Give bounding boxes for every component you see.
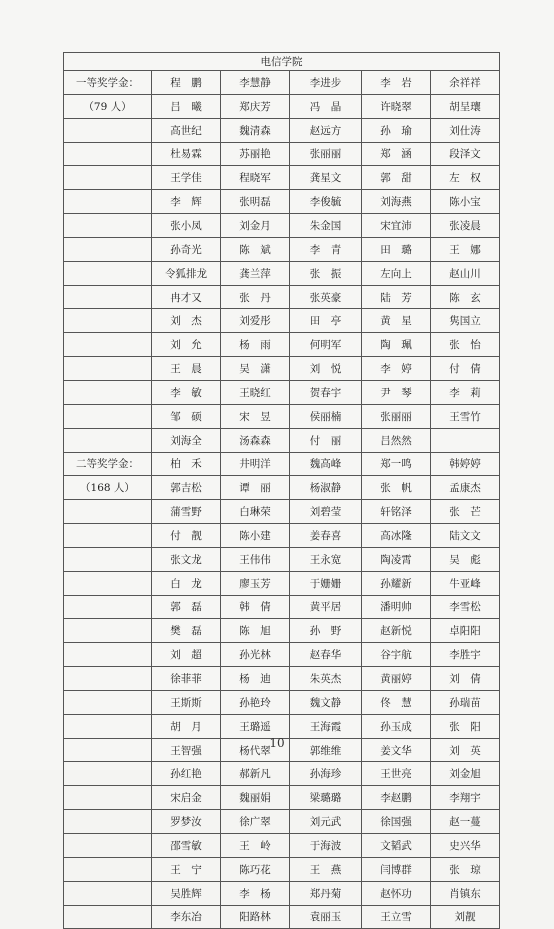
student-name-cell: 邹 硕: [152, 404, 221, 428]
table-row: [64, 524, 500, 548]
student-name-cell: 于姗姗: [290, 571, 362, 595]
student-name-cell: 李进步: [290, 71, 362, 95]
student-name-cell: 谷宇航: [362, 643, 431, 667]
student-name-cell: 张 帆: [362, 476, 431, 500]
student-name-cell: 程晓军: [221, 166, 290, 190]
award-category-cell: [64, 857, 152, 881]
student-name-cell: 王晓红: [221, 380, 290, 404]
student-name-cell: 李翔宇: [431, 786, 500, 810]
table-row: [64, 309, 500, 333]
student-name-cell: 孙耀新: [362, 571, 431, 595]
student-name-cell: 梁璐璐: [290, 786, 362, 810]
award-category-cell: [64, 571, 152, 595]
student-name-cell: 尹 琴: [362, 380, 431, 404]
student-name-cell: 杨淑静: [290, 476, 362, 500]
scholarship-table: [63, 52, 500, 929]
student-name-cell: 郭维维: [290, 738, 362, 762]
student-name-cell: 黄平居: [290, 595, 362, 619]
table-row: [64, 94, 500, 118]
student-name-cell: 韩 倩: [221, 595, 290, 619]
student-name-cell: 阳路林: [221, 905, 290, 929]
student-name-cell: 李 杨: [221, 881, 290, 905]
student-name-cell: 龚星文: [290, 166, 362, 190]
student-name-cell: 刘 杰: [152, 309, 221, 333]
award-category-cell: 一等奖学金：: [64, 71, 152, 95]
award-category-cell: [64, 595, 152, 619]
student-name-cell: 朱金国: [290, 214, 362, 238]
student-name-cell: 郭吉松: [152, 476, 221, 500]
student-name-cell: 宋宜沛: [362, 214, 431, 238]
table-row: [64, 190, 500, 214]
student-name-cell: 赵远方: [290, 118, 362, 142]
student-name-cell: 赵春华: [290, 643, 362, 667]
student-name-cell: 冯 晶: [290, 94, 362, 118]
award-category-cell: [64, 190, 152, 214]
award-category-cell: [64, 786, 152, 810]
award-category-cell: [64, 333, 152, 357]
student-name-cell: 孙光林: [221, 643, 290, 667]
student-name-cell: 胡呈瓖: [431, 94, 500, 118]
table-row: [64, 643, 500, 667]
student-name-cell: 李慧静: [221, 71, 290, 95]
table-row: [64, 595, 500, 619]
student-name-cell: 田 璐: [362, 237, 431, 261]
student-name-cell: 牛亚峰: [431, 571, 500, 595]
student-name-cell: 赵怀功: [362, 881, 431, 905]
award-category-cell: [64, 118, 152, 142]
student-name-cell: 吕 曦: [152, 94, 221, 118]
student-name-cell: 李赵鹏: [362, 786, 431, 810]
student-name-cell: 卓阳阳: [431, 619, 500, 643]
student-name-cell: 孙艳玲: [221, 690, 290, 714]
student-name-cell: 张文龙: [152, 547, 221, 571]
student-name-cell: 余祥祥: [431, 71, 500, 95]
student-name-cell: 刘碧莹: [290, 500, 362, 524]
student-name-cell: 高世纪: [152, 118, 221, 142]
student-name-cell: 程 鹏: [152, 71, 221, 95]
award-category-cell: 二等奖学金：: [64, 452, 152, 476]
student-name-cell: 李东冶: [152, 905, 221, 929]
award-category-cell: [64, 762, 152, 786]
student-name-cell: 王 宁: [152, 857, 221, 881]
student-name-cell: 陈 旭: [221, 619, 290, 643]
student-name-cell: 李雪松: [431, 595, 500, 619]
student-name-cell: 刘 倩: [431, 667, 500, 691]
student-name-cell: 王永宽: [290, 547, 362, 571]
student-name-cell: 王世亮: [362, 762, 431, 786]
student-name-cell: 李俊毓: [290, 190, 362, 214]
student-name-cell: 陈 玄: [431, 285, 500, 309]
student-name-cell: 段泽文: [431, 142, 500, 166]
student-name-cell: 徐国强: [362, 810, 431, 834]
table-row: [64, 285, 500, 309]
student-name-cell: 魏丽娟: [221, 786, 290, 810]
table-row: [64, 714, 500, 738]
student-name-cell: 王 燕: [290, 857, 362, 881]
student-name-cell: 郑 涵: [362, 142, 431, 166]
student-name-cell: 刘靓: [431, 905, 500, 929]
award-category-cell: [64, 547, 152, 571]
student-name-cell: 郑丹菊: [290, 881, 362, 905]
student-name-cell: 冉才又: [152, 285, 221, 309]
student-name-cell: 孙奇光: [152, 237, 221, 261]
student-name-cell: 张 阳: [431, 714, 500, 738]
student-name-cell: 许晓翠: [362, 94, 431, 118]
student-name-cell: 谭 丽: [221, 476, 290, 500]
award-category-cell: [64, 237, 152, 261]
table-row: [64, 476, 500, 500]
table-row: [64, 214, 500, 238]
award-category-cell: [64, 261, 152, 285]
student-name-cell: 孙 瑜: [362, 118, 431, 142]
student-name-cell: 汤森森: [221, 428, 290, 452]
student-name-cell: 廖玉芳: [221, 571, 290, 595]
table-row: [64, 667, 500, 691]
student-name-cell: 徐广翠: [221, 810, 290, 834]
student-name-cell: 吴 彪: [431, 547, 500, 571]
student-name-cell: 郭 磊: [152, 595, 221, 619]
student-name-cell: 杨 迪: [221, 667, 290, 691]
student-name-cell: 杨 雨: [221, 333, 290, 357]
student-name-cell: 吴 潇: [221, 357, 290, 381]
student-name-cell: 佟 慧: [362, 690, 431, 714]
award-category-cell: [64, 309, 152, 333]
student-name-cell: 张 琼: [431, 857, 500, 881]
student-name-cell: 张凌晨: [431, 214, 500, 238]
table-row: [64, 547, 500, 571]
student-name-cell: 高冰隆: [362, 524, 431, 548]
student-name-cell: 隽国立: [431, 309, 500, 333]
student-name-cell: 胡 月: [152, 714, 221, 738]
student-name-cell: 郑一鸣: [362, 452, 431, 476]
student-name-cell: 张英豪: [290, 285, 362, 309]
table-row: [64, 428, 500, 452]
student-name-cell: 刘元武: [290, 810, 362, 834]
student-name-cell: 王 岭: [221, 834, 290, 858]
student-name-cell: 孙海珍: [290, 762, 362, 786]
student-name-cell: 李 岩: [362, 71, 431, 95]
student-name-cell: 张 振: [290, 261, 362, 285]
page-number: 10: [269, 736, 285, 750]
student-name-cell: 文韬武: [362, 834, 431, 858]
table-row: [64, 786, 500, 810]
student-name-cell: 罗梦汝: [152, 810, 221, 834]
student-name-cell: 王雪竹: [431, 404, 500, 428]
student-name-cell: 郭 甜: [362, 166, 431, 190]
award-category-cell: [64, 500, 152, 524]
student-name-cell: 杨代翠: [221, 738, 290, 762]
student-name-cell: 朱英杰: [290, 667, 362, 691]
student-name-cell: 白琳荣: [221, 500, 290, 524]
table-row: [64, 690, 500, 714]
student-name-cell: 李 婷: [362, 357, 431, 381]
student-name-cell: 赵山川: [431, 261, 500, 285]
student-name-cell: 令狐排龙: [152, 261, 221, 285]
student-name-cell: 史兴华: [431, 834, 500, 858]
student-name-cell: 刘金月: [221, 214, 290, 238]
student-name-cell: 姜春喜: [290, 524, 362, 548]
table-row: [64, 905, 500, 929]
student-name-cell: 赵一蔓: [431, 810, 500, 834]
table-row: [64, 404, 500, 428]
student-name-cell: 王璐遥: [221, 714, 290, 738]
table-row: [64, 261, 500, 285]
student-name-cell: 陈小宝: [431, 190, 500, 214]
student-name-cell: 邵雪敏: [152, 834, 221, 858]
student-name-cell: 井明洋: [221, 452, 290, 476]
award-category-cell: [64, 285, 152, 309]
student-name-cell: 徐菲菲: [152, 667, 221, 691]
student-name-cell: 蒲雪野: [152, 500, 221, 524]
student-name-cell: 李 辉: [152, 190, 221, 214]
award-category-cell: （79 人）: [64, 94, 152, 118]
table-row: [64, 237, 500, 261]
student-name-cell: 孙玉成: [362, 714, 431, 738]
student-name-cell: 宋 昱: [221, 404, 290, 428]
award-category-cell: [64, 881, 152, 905]
student-name-cell: 王伟伟: [221, 547, 290, 571]
table-row: [64, 881, 500, 905]
table-row: [64, 810, 500, 834]
student-name-cell: 王斯斯: [152, 690, 221, 714]
student-name-cell: 陈巧花: [221, 857, 290, 881]
award-category-cell: [64, 166, 152, 190]
student-name-cell: 陆 芳: [362, 285, 431, 309]
student-name-cell: 付 丽: [290, 428, 362, 452]
student-name-cell: 王学佳: [152, 166, 221, 190]
student-name-cell: 孙 野: [290, 619, 362, 643]
award-category-cell: [64, 643, 152, 667]
student-name-cell: 刘仕涛: [431, 118, 500, 142]
student-name-cell: 陈小建: [221, 524, 290, 548]
student-name-cell: [431, 428, 500, 452]
table-row: [64, 142, 500, 166]
student-name-cell: 黄 星: [362, 309, 431, 333]
student-name-cell: 王智强: [152, 738, 221, 762]
student-name-cell: 宋启金: [152, 786, 221, 810]
student-name-cell: 潘明帅: [362, 595, 431, 619]
student-name-cell: 付 倩: [431, 357, 500, 381]
student-name-cell: 张丽丽: [362, 404, 431, 428]
table-row: [64, 452, 500, 476]
student-name-cell: 左 权: [431, 166, 500, 190]
student-name-cell: 刘 悦: [290, 357, 362, 381]
table-header-row: [64, 53, 500, 71]
student-name-cell: 肖镇东: [431, 881, 500, 905]
award-category-cell: [64, 404, 152, 428]
student-name-cell: 韩婷婷: [431, 452, 500, 476]
table-row: [64, 619, 500, 643]
table-row: [64, 357, 500, 381]
table-row: [64, 571, 500, 595]
award-category-cell: [64, 524, 152, 548]
student-name-cell: 樊 磊: [152, 619, 221, 643]
student-name-cell: 龚兰萍: [221, 261, 290, 285]
award-category-cell: [64, 619, 152, 643]
table-row: [64, 333, 500, 357]
award-category-cell: [64, 714, 152, 738]
student-name-cell: 轩铭泽: [362, 500, 431, 524]
student-name-cell: 张 丹: [221, 285, 290, 309]
student-name-cell: 张 芒: [431, 500, 500, 524]
table-row: [64, 71, 500, 95]
student-name-cell: 郝新凡: [221, 762, 290, 786]
student-name-cell: 姜文华: [362, 738, 431, 762]
student-name-cell: 何明军: [290, 333, 362, 357]
student-name-cell: 陶 珮: [362, 333, 431, 357]
table-row: [64, 380, 500, 404]
student-name-cell: 黄丽婷: [362, 667, 431, 691]
student-name-cell: 刘 超: [152, 643, 221, 667]
table-row: [64, 166, 500, 190]
award-category-cell: [64, 357, 152, 381]
student-name-cell: 张 怡: [431, 333, 500, 357]
award-category-cell: [64, 142, 152, 166]
student-name-cell: 张丽丽: [290, 142, 362, 166]
award-category-cell: [64, 214, 152, 238]
student-name-cell: 刘海燕: [362, 190, 431, 214]
student-name-cell: 刘爱彤: [221, 309, 290, 333]
award-category-cell: [64, 428, 152, 452]
table-row: [64, 500, 500, 524]
student-name-cell: 刘海全: [152, 428, 221, 452]
student-name-cell: 侯丽楠: [290, 404, 362, 428]
award-category-cell: [64, 905, 152, 929]
student-name-cell: 李 莉: [431, 380, 500, 404]
student-name-cell: 闫博群: [362, 857, 431, 881]
student-name-cell: 王 娜: [431, 237, 500, 261]
table-row: [64, 857, 500, 881]
student-name-cell: 左向上: [362, 261, 431, 285]
table-row: [64, 762, 500, 786]
student-name-cell: 付 靓: [152, 524, 221, 548]
student-name-cell: 孟康杰: [431, 476, 500, 500]
student-name-cell: 李 敏: [152, 380, 221, 404]
award-category-cell: [64, 667, 152, 691]
student-name-cell: 魏清森: [221, 118, 290, 142]
award-category-cell: [64, 834, 152, 858]
student-name-cell: 张小凤: [152, 214, 221, 238]
student-name-cell: 李 青: [290, 237, 362, 261]
award-category-cell: [64, 690, 152, 714]
student-name-cell: 田 亭: [290, 309, 362, 333]
student-name-cell: 张明磊: [221, 190, 290, 214]
student-name-cell: 柏 禾: [152, 452, 221, 476]
student-name-cell: 吕然然: [362, 428, 431, 452]
student-name-cell: 贺春宇: [290, 380, 362, 404]
student-name-cell: 刘金旭: [431, 762, 500, 786]
student-name-cell: 于海波: [290, 834, 362, 858]
student-name-cell: 王 晨: [152, 357, 221, 381]
student-name-cell: 魏高峰: [290, 452, 362, 476]
student-name-cell: 袁丽玉: [290, 905, 362, 929]
student-name-cell: 吴胜辉: [152, 881, 221, 905]
table-row: [64, 118, 500, 142]
student-name-cell: 杜易霖: [152, 142, 221, 166]
student-name-cell: 李胜宇: [431, 643, 500, 667]
student-name-cell: 陆文文: [431, 524, 500, 548]
student-name-cell: 苏丽艳: [221, 142, 290, 166]
student-name-cell: 孙红艳: [152, 762, 221, 786]
student-name-cell: 魏文静: [290, 690, 362, 714]
student-name-cell: 郑庆芳: [221, 94, 290, 118]
college-header: 电信学院: [64, 53, 500, 71]
student-name-cell: 孙瑞苗: [431, 690, 500, 714]
award-category-cell: （168 人）: [64, 476, 152, 500]
table-row: [64, 834, 500, 858]
student-name-cell: 赵新悦: [362, 619, 431, 643]
student-name-cell: 陶凌霄: [362, 547, 431, 571]
student-name-cell: 王海霞: [290, 714, 362, 738]
student-name-cell: 刘 允: [152, 333, 221, 357]
student-name-cell: 刘 英: [431, 738, 500, 762]
award-category-cell: [64, 810, 152, 834]
student-name-cell: 白 龙: [152, 571, 221, 595]
award-category-cell: [64, 380, 152, 404]
student-name-cell: 王立雪: [362, 905, 431, 929]
student-name-cell: 陈 斌: [221, 237, 290, 261]
